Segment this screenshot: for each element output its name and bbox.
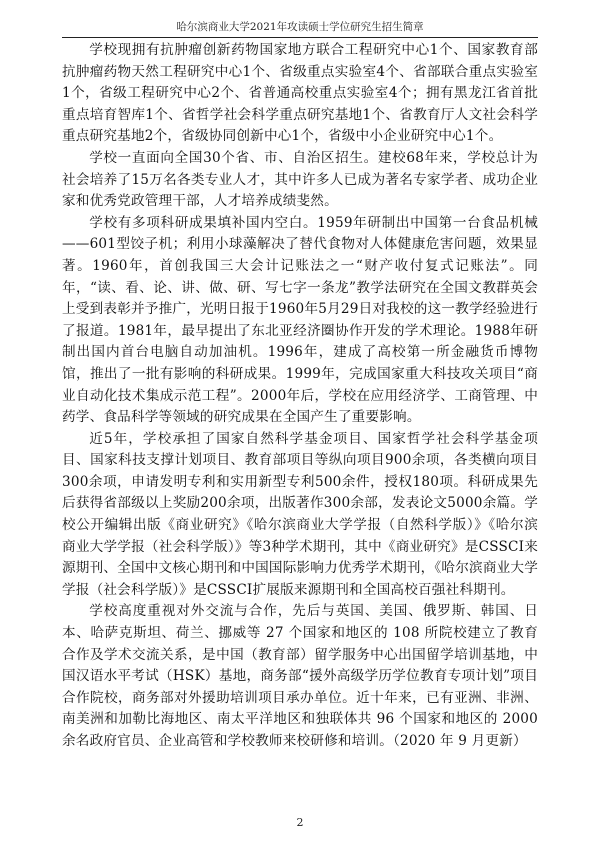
paragraph-recent-projects: 近5年，学校承担了国家自然科学基金项目、国家哲学社会科学基金项目、国家科技支撑计划项目、教育部项目等纵向项目900余项，各类横向项目300余项，申请发明专利和实用新型专利500余件，授权180项。科研成果先后获得省部级以上奖励200余项，出版著作300余部，发表论文5000余篇。学校公开编辑出版《商业研究》《哈尔滨商业大学学报（自然科学版）》《哈尔滨商业大学学报（社会科学版）》等3种学术期刊，其中《商业研究》是CSSCI来源期刊、全国中文核心期刊和中国国际影响力优秀学术期刊，《哈尔滨商业大学学报（社会科学版）》是CSSCI扩展版来源期刊和全国高校百强社科期刊。 (62, 430, 538, 598)
paragraph-international-exchange: 学校高度重视对外交流与合作，先后与英国、美国、俄罗斯、韩国、日本、哈萨克斯坦、荷兰、挪威等 27 个国家和地区的 108 所院校建立了教育合作及学术交流关系，是中国（教育部）留学服务中心出国留学培训基地，中国汉语水平考试（HSK）基地，商务部“援外高级学历学位教育专项计划”项目合作院校，商务部对外援助培训项目承办单位。近十年来，已有亚洲、非洲、南美洲和加勒比海地区、南太平洋地区和独联体共 96 个国家和地区的 2000 余名政府官员、企业高管和学校教师来校研修和培训。（2020 年 9 月更新） (62, 603, 538, 749)
page-number: 2 (296, 816, 304, 829)
paragraph-research-centers: 学校现拥有抗肿瘤创新药物国家地方联合工程研究中心1个、国家教育部抗肿瘤药物天然工程研究中心1个、省级重点实验室4个、省部联合重点实验室1个，省级工程研究中心2个、省普通高校重点实验室4个；拥有黑龙江省首批重点培育智库1个、省哲学社会科学重点研究基地1个、省教育厅人文社会科学重点研究基地2个，省级协同创新中心1个，省级中小企业研究中心1个。 (62, 42, 538, 145)
header-title: 哈尔滨商业大学2021年攻读硕士学位研究生招生简章 (176, 21, 424, 33)
paragraph-research-achievements: 学校有多项科研成果填补国内空白。1959年研制出中国第一台食品机械——601型饺子机；利用小球藻解决了替代食物对人体健康危害问题，效果显著。1960年，首创我国三大会计记账法之一“财产收付复式记账法”。同年，“读、看、论、讲、做、研、写七字一条龙”教学法研究在全国文教群英会上受到表彰并予推广，光明日报于1960年5月29日对我校的这一教学经验进行了报道。1981年，最早提出了东北亚经济圈协作开发的学术理论。1988年研制出国内首台电脑自动加油机。1996年，建成了高校第一所金融货币博物馆，推出了一批有影响的科研成果。1999年，完成国家重大科技攻关项目“商业自动化技术集成示范工程”。2000年后，学校在应用经济学、工商管理、中药学、食品科学等领域的研究成果在全国产生了重要影响。 (62, 214, 538, 426)
page-header (62, 20, 538, 38)
paragraph-enrollment: 学校一直面向全国30个省、市、自治区招生。建校68年来，学校总计为社会培养了15万名各类专业人才，其中许多人已成为著名专家学者、成功企业家和优秀党政管理干部，人才培养成绩斐然。 (62, 149, 538, 210)
document-body (62, 40, 538, 753)
